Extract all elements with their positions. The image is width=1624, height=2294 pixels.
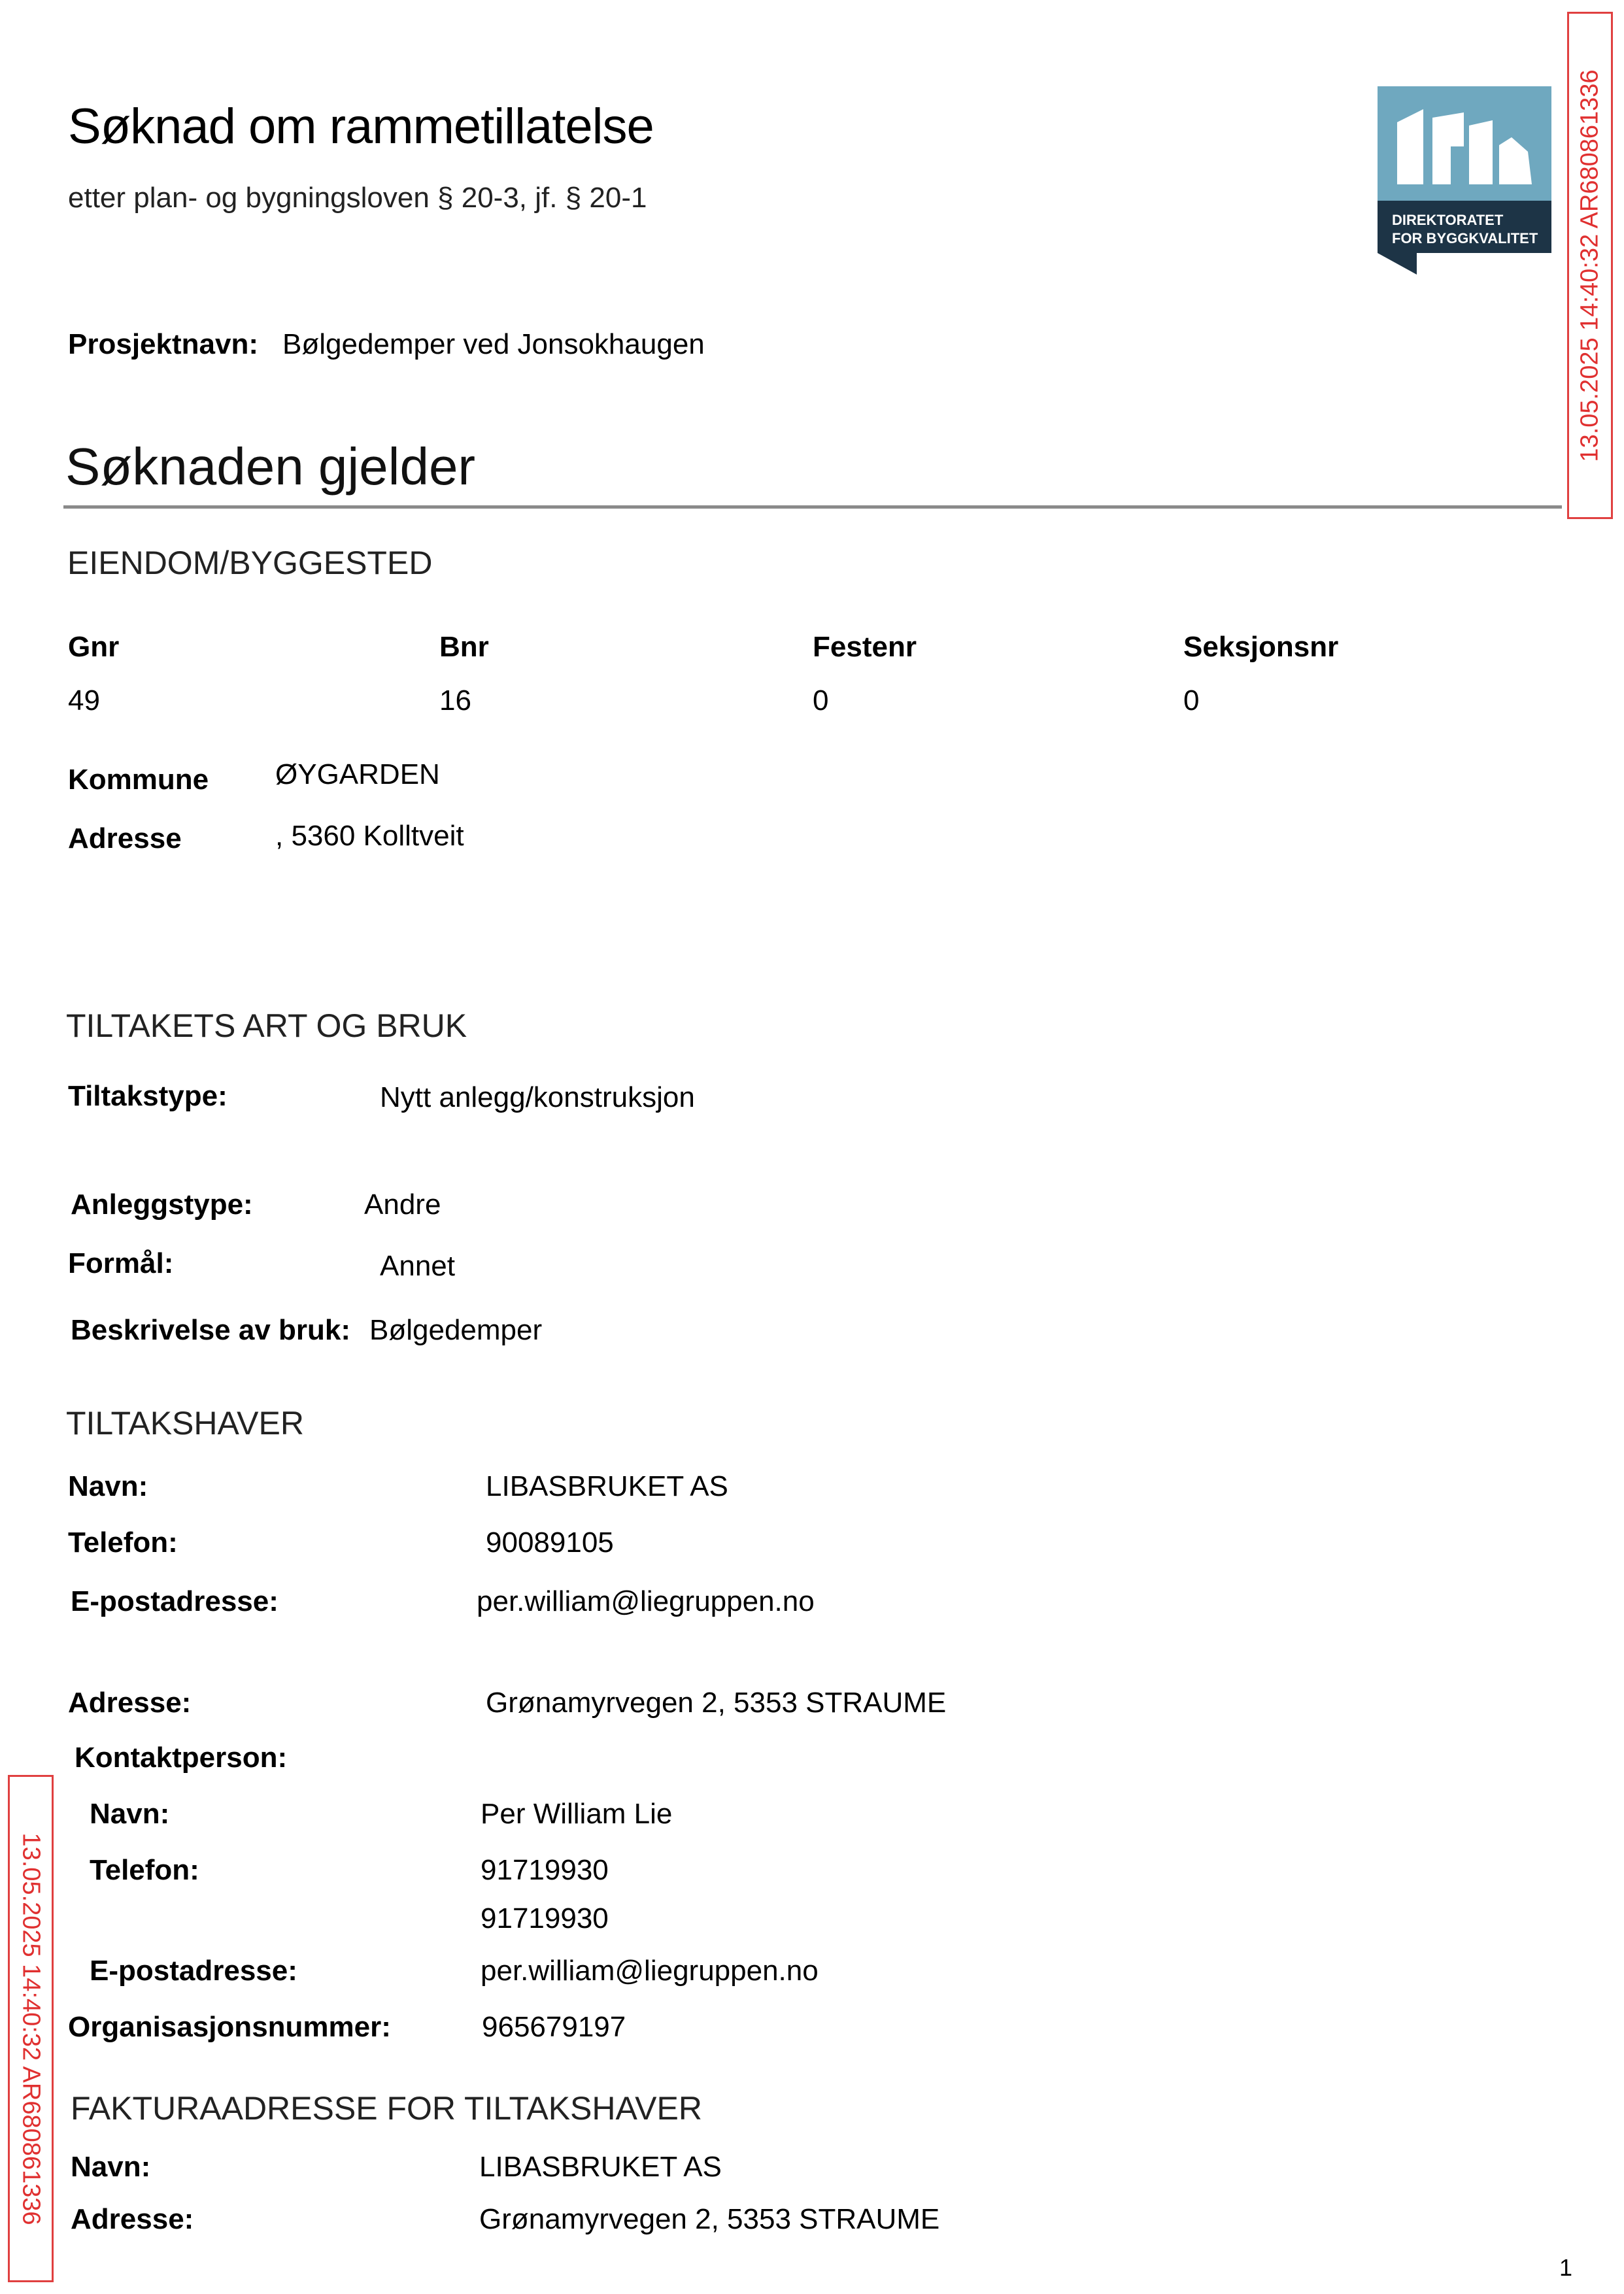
faktura-navn-value: LIBASBRUKET AS xyxy=(479,2151,722,2183)
kontakt-epost-value: per.william@liegruppen.no xyxy=(481,1955,819,1987)
logo-tab xyxy=(1378,253,1417,275)
seksjonsnr-label: Seksjonsnr xyxy=(1183,631,1339,663)
beskrivelse-label: Beskrivelse av bruk: xyxy=(71,1314,351,1346)
gnr-label: Gnr xyxy=(68,631,120,663)
gnr-value: 49 xyxy=(68,684,100,717)
tiltak-heading: TILTAKETS ART OG BRUK xyxy=(66,1007,467,1044)
logo-line2: FOR BYGGKVALITET xyxy=(1392,230,1538,246)
kommune-value: ØYGARDEN xyxy=(275,758,440,790)
document-title: Søknad om rammetillatelse xyxy=(68,99,654,154)
kontakt-telefon-value-2: 91719930 xyxy=(481,1902,609,1934)
page-number: 1 xyxy=(1559,2254,1573,2281)
tiltakshaver-heading: TILTAKSHAVER xyxy=(66,1405,304,1442)
kontakt-telefon-value-1: 91719930 xyxy=(481,1854,609,1886)
tiltakstype-value: Nytt anlegg/konstruksjon xyxy=(380,1081,695,1113)
timestamp-stamp-left xyxy=(8,1775,54,2282)
festenr-value: 0 xyxy=(813,684,829,717)
faktura-navn-label: Navn: xyxy=(71,2151,151,2183)
document-subtitle: etter plan- og bygningsloven § 20-3, jf. § 20-1 xyxy=(68,182,647,214)
kontakt-navn-label: Navn: xyxy=(90,1798,170,1830)
tiltakshaver-telefon-value: 90089105 xyxy=(486,1527,614,1559)
faktura-adresse-label: Adresse: xyxy=(71,2203,194,2235)
section-divider xyxy=(63,505,1562,509)
faktura-adresse-value: Grønamyrvegen 2, 5353 STRAUME xyxy=(479,2203,940,2235)
kontaktperson-label: Kontaktperson: xyxy=(75,1742,288,1774)
beskrivelse-value: Bølgedemper xyxy=(369,1314,543,1346)
tiltakshaver-navn-value: LIBASBRUKET AS xyxy=(486,1470,728,1502)
project-value: Bølgedemper ved Jonsokhaugen xyxy=(282,328,705,360)
tiltakshaver-adresse-label: Adresse: xyxy=(68,1687,192,1719)
faktura-heading: FAKTURAADRESSE FOR TILTAKSHAVER xyxy=(71,2090,702,2127)
formal-value: Annet xyxy=(380,1250,455,1282)
kontakt-telefon-label: Telefon: xyxy=(90,1854,199,1886)
festenr-label: Festenr xyxy=(813,631,917,663)
kontakt-epost-label: E-postadresse: xyxy=(90,1955,297,1987)
tiltakshaver-epost-label: E-postadresse: xyxy=(71,1585,279,1617)
orgnr-label: Organisasjonsnummer: xyxy=(68,2011,391,2043)
seksjonsnr-value: 0 xyxy=(1183,684,1200,717)
tiltakstype-label: Tiltakstype: xyxy=(68,1080,228,1112)
project-label: Prosjektnavn: xyxy=(68,328,258,360)
formal-label: Formål: xyxy=(68,1247,174,1279)
section-title: Søknaden gjelder xyxy=(65,437,476,496)
bnr-value: 16 xyxy=(439,684,471,717)
timestamp-stamp-top xyxy=(1567,12,1613,519)
orgnr-value: 965679197 xyxy=(482,2011,626,2043)
timestamp-stamp-top-text: 13.05.2025 14:40:32 AR680861336 xyxy=(1576,69,1604,462)
bnr-label: Bnr xyxy=(439,631,489,663)
anleggstype-label: Anleggstype: xyxy=(71,1189,253,1221)
kontakt-navn-value: Per William Lie xyxy=(481,1798,673,1830)
tiltakshaver-telefon-label: Telefon: xyxy=(68,1527,178,1559)
logo-line1: DIREKTORATET xyxy=(1392,212,1504,228)
timestamp-stamp-left-text: 13.05.2025 14:40:32 AR680861336 xyxy=(17,1832,45,2225)
kommune-label: Kommune xyxy=(68,764,209,796)
tiltakshaver-epost-value: per.william@liegruppen.no xyxy=(477,1585,815,1617)
tiltakshaver-adresse-value: Grønamyrvegen 2, 5353 STRAUME xyxy=(486,1687,947,1719)
adresse-label: Adresse xyxy=(68,822,182,854)
dibk-logo xyxy=(1378,86,1551,275)
property-heading: EIENDOM/BYGGESTED xyxy=(67,545,433,581)
tiltakshaver-navn-label: Navn: xyxy=(68,1470,148,1502)
anleggstype-value: Andre xyxy=(364,1189,441,1221)
adresse-value: , 5360 Kolltveit xyxy=(275,820,464,852)
